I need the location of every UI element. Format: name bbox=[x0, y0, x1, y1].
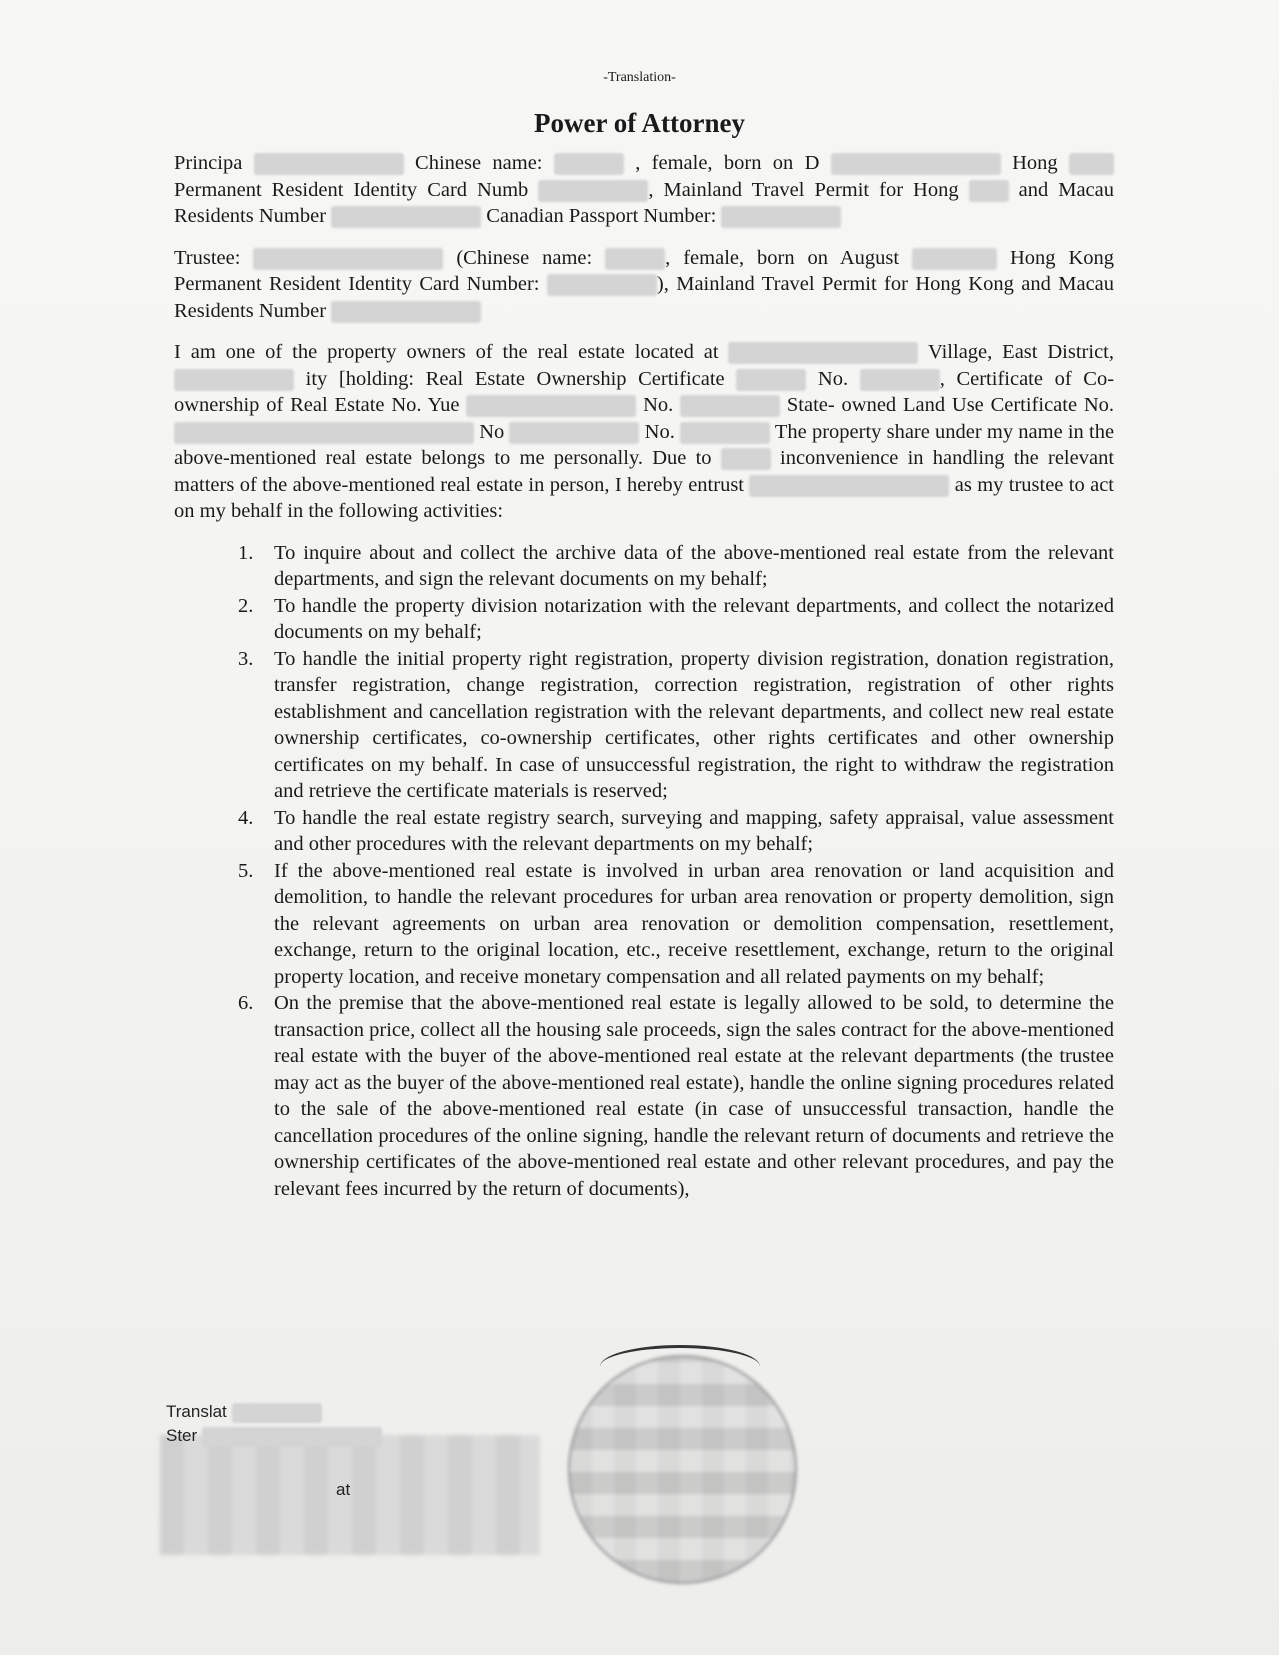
property-district: District, bbox=[1047, 341, 1114, 363]
principal-passport: Canadian Passport Number: bbox=[486, 205, 717, 227]
property-no3: No bbox=[479, 420, 505, 443]
translator-seal bbox=[568, 1355, 797, 1584]
translator-block bbox=[166, 1400, 486, 1502]
redaction bbox=[721, 448, 771, 470]
trustee-paragraph bbox=[174, 245, 1114, 325]
redaction bbox=[331, 206, 481, 228]
list-item: To handle the real estate registry search, surveying and mapping, safety appraisal, value assessment and other procedures with the relevant departments on my behalf; bbox=[274, 806, 1114, 855]
property-no: No. bbox=[817, 367, 849, 390]
redaction bbox=[253, 248, 443, 270]
trustee-label: Trustee: bbox=[174, 246, 241, 269]
trustee-hkid: Kong Permanent Resident Identity Card Number: bbox=[174, 246, 1115, 295]
property-share: The property share under my name in the above-mentioned real estate belongs to me bbox=[174, 420, 1115, 469]
redaction bbox=[831, 153, 1001, 175]
property-no4: No. bbox=[644, 420, 675, 443]
principal-born: , female, born on D bbox=[635, 152, 820, 174]
redaction bbox=[736, 369, 806, 391]
property-no2: No. bbox=[643, 394, 674, 416]
translation-tag: -Translation- bbox=[603, 70, 676, 85]
redaction bbox=[466, 395, 636, 417]
redaction bbox=[605, 248, 665, 270]
principal-paragraph bbox=[174, 150, 1114, 230]
property-holding: ity [holding: Real Estate Ownership Certificate bbox=[305, 367, 725, 390]
property-land: owned Land Use Certificate No. bbox=[841, 394, 1115, 416]
list-item: On the premise that the above-mentioned real estate is legally allowed to be sold, to determine the transaction price, collect all the housing sale proceeds, sign the sales contract for the above-mentioned real estate with the buyer of the above-mentioned real estate at the relevant departments (the trustee may act as the buyer of the above-mentioned real estate), handle the online signing procedures related to the sale of the above-mentioned real estate (in case of unsuccessful transaction, handle the cancellation procedures of the online signing, handle the relevant return of documents and retrieve the ownership certificates of the above-mentioned real estate and other relevant procedures, and pay the relevant fees incurred by the return of documents), bbox=[274, 992, 1114, 1200]
redaction bbox=[728, 342, 918, 364]
principal-macau: and Macau Residents Number bbox=[174, 178, 1115, 227]
principal-label: Principa bbox=[174, 152, 243, 174]
list-item: If the above-mentioned real estate is involved in urban area renovation or land acquisition and demolition, to handle the relevant procedures for urban area renovation or property demolition, sign the relevant agreements on urban area renovation or demolition compensation, resettlement, exchange, return to the original location, etc., receive resettlement, exchange, return to the original property location, and receive monetary compensation and all related payments on my behalf; bbox=[274, 859, 1114, 988]
redaction bbox=[254, 153, 404, 175]
principal-chinese-name: Chinese name: bbox=[415, 152, 543, 174]
redaction bbox=[538, 180, 648, 202]
redaction bbox=[969, 180, 1009, 202]
property-personally: personally. Due to bbox=[553, 447, 712, 469]
trustee-travel-permit: ), Mainland Travel Permit for Hong bbox=[656, 273, 961, 295]
redaction bbox=[680, 422, 770, 444]
trustee-chinese-name: (Chinese name: bbox=[456, 246, 593, 269]
redaction bbox=[232, 1403, 322, 1423]
redaction bbox=[509, 422, 639, 444]
list-item: To inquire about and collect the archive data of the above-mentioned real estate from the relevant departments, and sign the relevant documents on my behalf; bbox=[274, 541, 1114, 590]
translator-name: Ster bbox=[166, 1426, 198, 1445]
property-intro: I am one of the property owners of the real estate located at bbox=[174, 341, 719, 363]
redaction bbox=[721, 206, 841, 228]
property-coownership: Certificate of Co-ownership of Real Estate No. Yue bbox=[174, 367, 1115, 416]
redaction bbox=[202, 1427, 382, 1447]
principal-hkid: Permanent Resident Identity Card Numb bbox=[174, 178, 529, 201]
principal-hong: Hong bbox=[1012, 152, 1058, 174]
property-entrust: estate in person, I hereby entrust bbox=[476, 473, 744, 496]
redaction bbox=[680, 395, 780, 417]
document-title: Power of Attorney bbox=[534, 108, 745, 138]
redaction bbox=[547, 274, 657, 296]
translator-label: Translat bbox=[166, 1402, 227, 1421]
redaction bbox=[860, 369, 940, 391]
translator-at: at bbox=[336, 1480, 351, 1499]
redaction bbox=[174, 422, 474, 444]
redaction bbox=[912, 248, 997, 270]
property-inconvenience: inconvenience in handling the relevant matters of the above-mentioned real bbox=[174, 447, 1115, 496]
trustee-born: , female, born on August bbox=[665, 246, 900, 269]
redaction bbox=[1069, 153, 1114, 175]
redaction bbox=[331, 301, 481, 323]
trustee-hong: Hong bbox=[1009, 246, 1056, 269]
property-state: State- bbox=[786, 394, 835, 416]
redaction bbox=[749, 475, 949, 497]
principal-travel-permit: , Mainland Travel Permit for Hong bbox=[648, 178, 959, 201]
redaction bbox=[554, 153, 624, 175]
list-item: To handle the initial property right registration, property division registration, donation registration, transfer registration, change registration, correction registration, registration of other rights establishment and cancellation registration with the relevant departments, and collect new real estate ownership certificates, co-ownership certificates, other rights certificates and other ownership certificates on my behalf. In case of unsuccessful registration, the right to withdraw the registration and retrieve the certificate materials is reserved; bbox=[274, 647, 1114, 802]
property-paragraph: I am one of the property owners of the real estate located at Village, East District, ity [holding: Real Estate Ownership Certificate No. , Certificate of Co-ownership of Real Estate No. Yue No. State- owned Land Use Certificate No. No No. The property share under my name in the above-mentioned real estate belongs to me personally. Due to inconvenience in handling the relevant matters of the above-mentioned real estate in person, I hereby entrust as my trustee to act on my behalf in the following activities: bbox=[174, 341, 1115, 522]
property-trustee-act: as my trustee to act on my behalf in the bbox=[174, 473, 1114, 522]
trustee-macau: Kong and Macau Residents Number bbox=[174, 273, 1115, 322]
list-item: To handle the property division notarization with the relevant departments, and collect the notarized documents on my behalf; bbox=[274, 594, 1114, 643]
property-following: following activities: bbox=[338, 500, 504, 522]
activities-list bbox=[174, 540, 1114, 1203]
redaction bbox=[174, 369, 294, 391]
document-body bbox=[174, 150, 1114, 1202]
property-village: Village, East bbox=[928, 341, 1038, 363]
